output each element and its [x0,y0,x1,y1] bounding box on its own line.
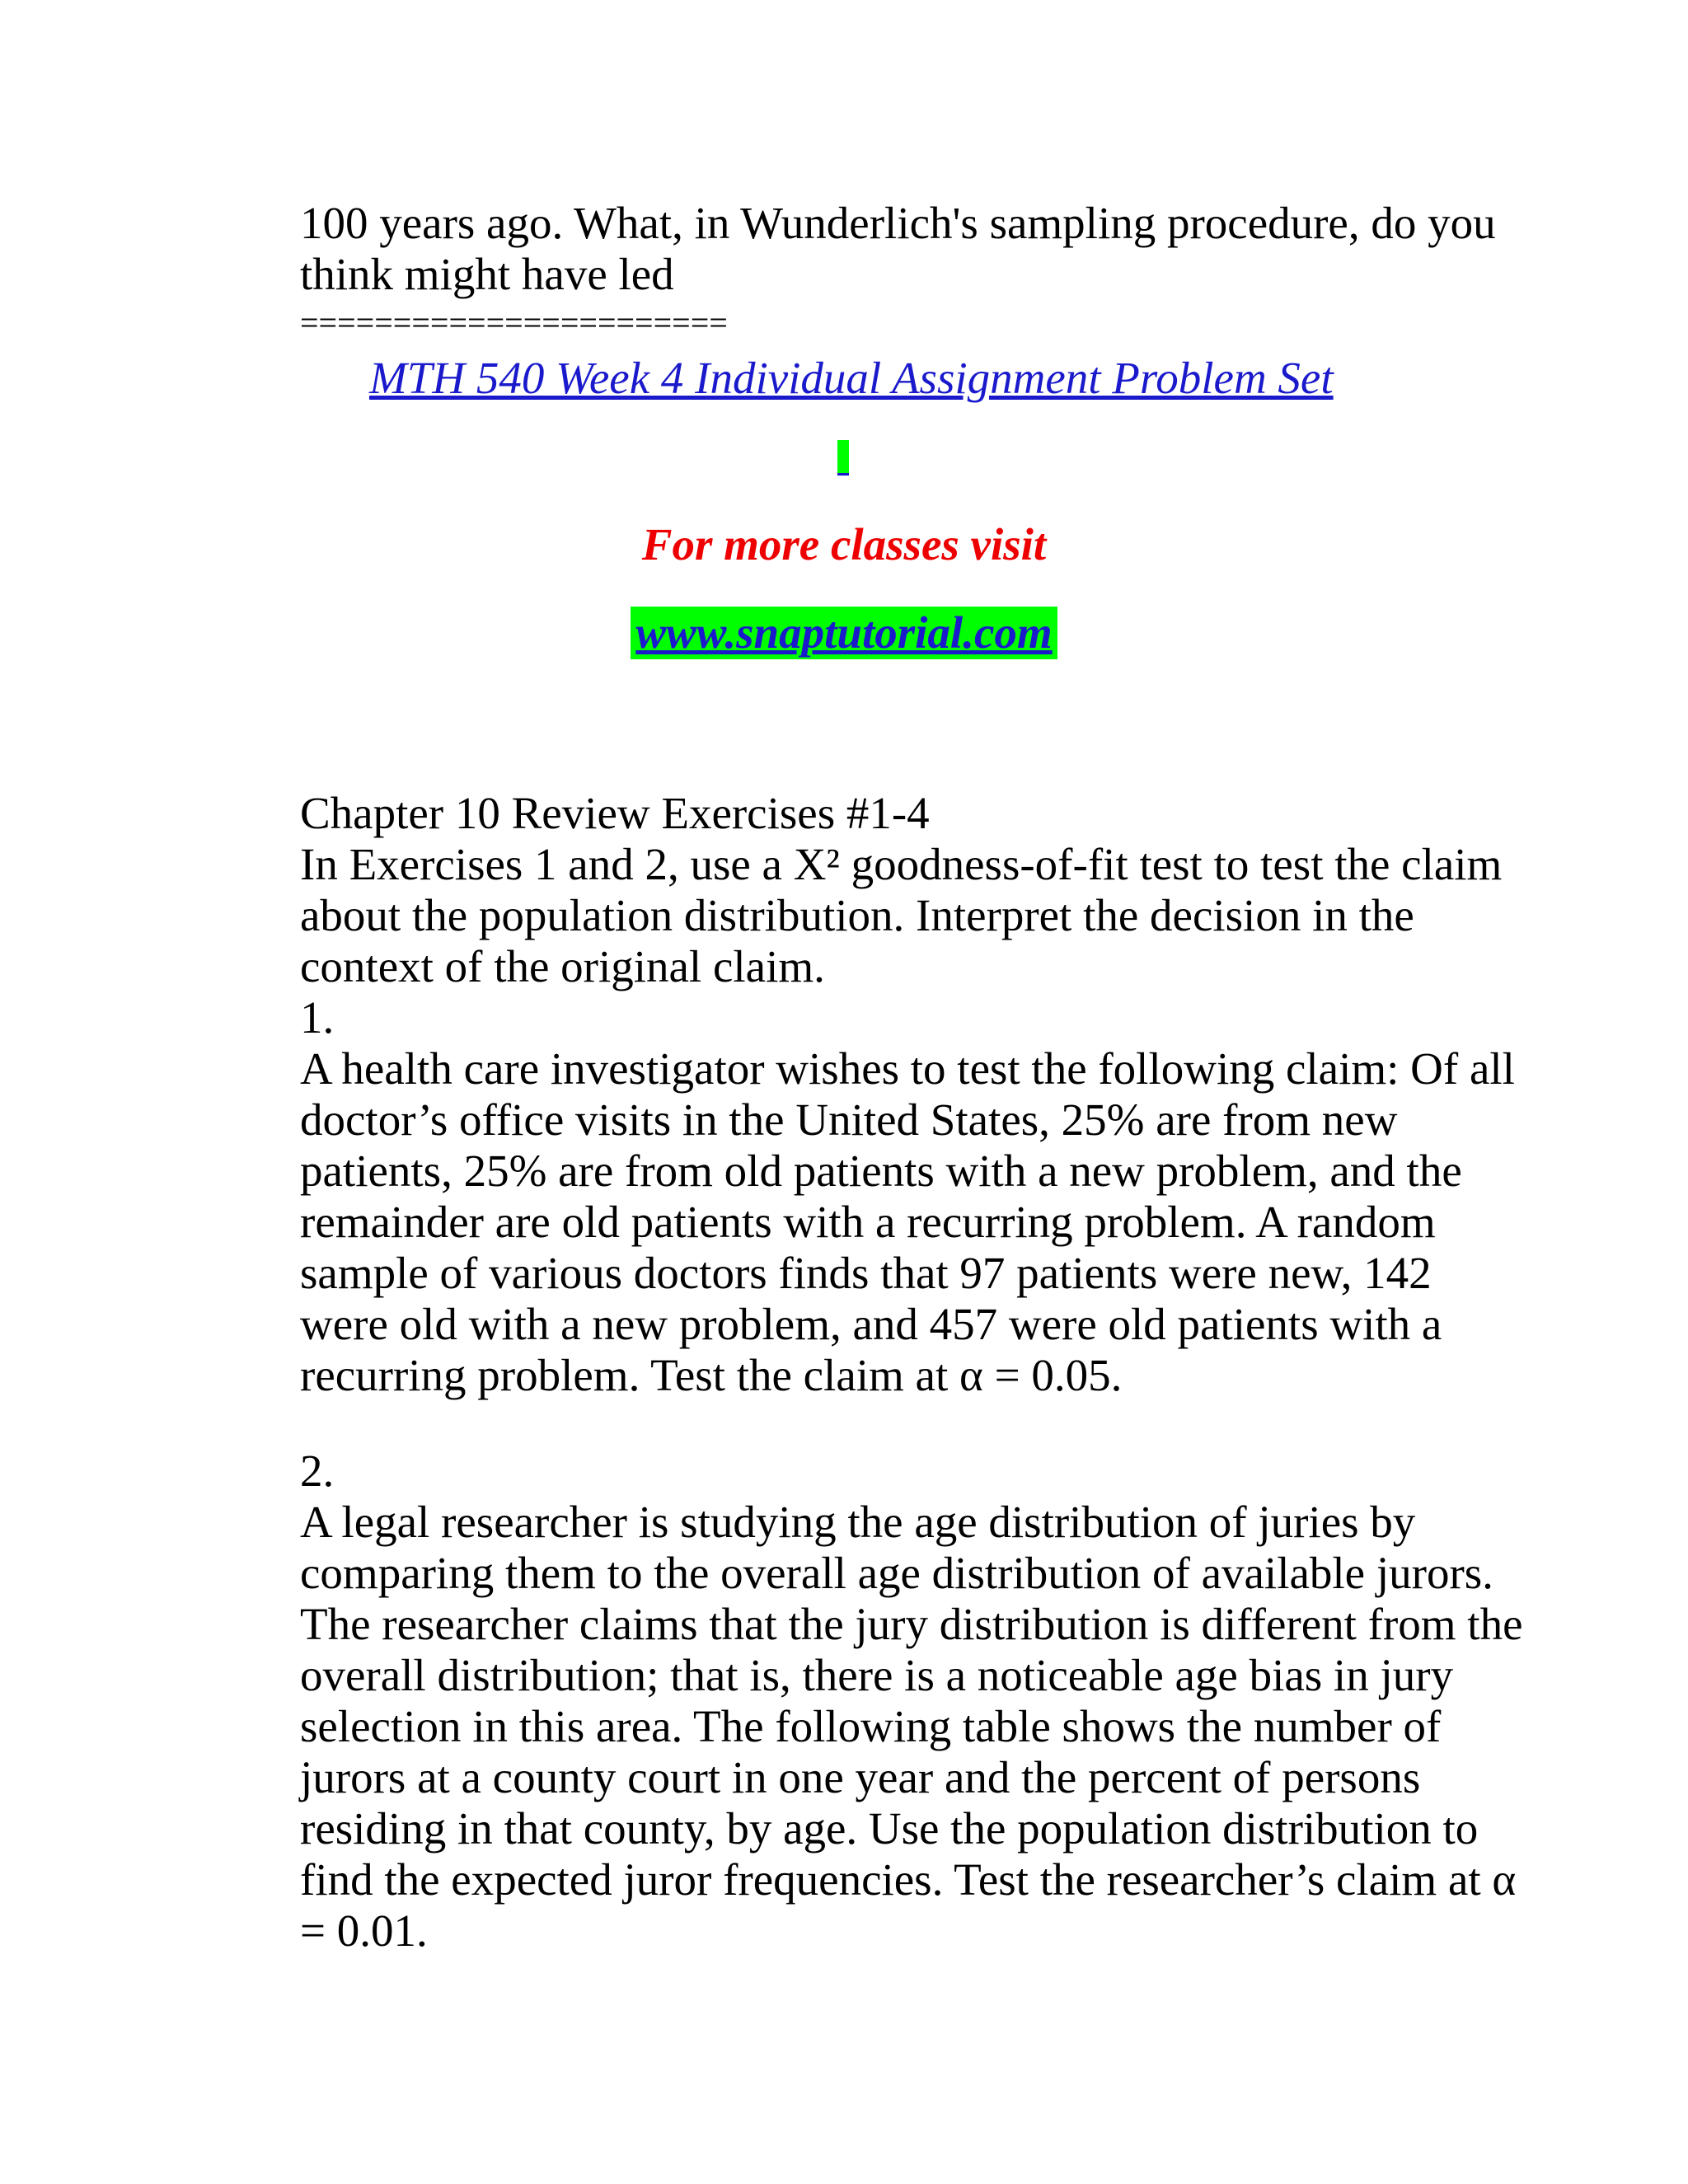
text-line: sample of various doctors finds that 97 patients were new, 142 [300,1248,1432,1298]
text-line: remainder are old patients with a recurring problem. A random [300,1197,1436,1247]
text-line: residing in that county, by age. Use the population distribution to [300,1803,1479,1854]
text-line: were old with a new problem, and 457 were old patients with a [300,1299,1442,1349]
text-line: In Exercises 1 and 2, use a X² goodness-of-fit test to test the claim [300,839,1503,889]
promo-link-container [0,607,1688,659]
text-line: about the population distribution. Interpret the decision in the [300,890,1414,940]
highlight-marker [837,440,849,476]
text-line: find the expected juror frequencies. Test the researcher’s claim at α [300,1854,1517,1905]
text-line: doctor’s office visits in the United States, 25% are from new [300,1094,1398,1145]
text-line: A legal researcher is studying the age distribution of juries by [300,1497,1416,1547]
text-line: patients, 25% are from old patients with a new problem, and the [300,1146,1462,1196]
text-line: think might have led [300,249,674,299]
text-line: overall distribution; that is, there is a noticeable age bias in jury [300,1650,1454,1700]
assignment-title-link[interactable]: MTH 540 Week 4 Individual Assignment Problem Set [369,353,1334,403]
text-line: The researcher claims that the jury distribution is different from the [300,1599,1523,1649]
intro-paragraph [300,198,1520,300]
text-line: = 0.01. [300,1905,428,1956]
text-line: 100 years ago. What, in Wunderlich's sampling procedure, do you [300,198,1496,248]
separator-line: ======================= [300,304,728,341]
chapter-section [300,788,1520,1401]
text-line: A health care investigator wishes to test the following claim: Of all [300,1043,1515,1094]
exercise-number: 1. [300,992,335,1043]
promo-text: For more classes visit [641,519,1047,569]
text-line: selection in this area. The following table shows the number of [300,1701,1442,1751]
exercise-number: 2. [300,1446,335,1496]
chapter-heading: Chapter 10 Review Exercises #1-4 [300,788,930,838]
text-line: jurors at a county court in one year and the percent of persons [300,1752,1421,1802]
exercise-2-section [300,1446,1523,1957]
website-link[interactable]: www.snaptutorial.com [631,607,1057,659]
text-line: comparing them to the overall age distribution of available jurors. [300,1548,1493,1598]
text-line: context of the original claim. [300,941,825,991]
text-line: recurring problem. Test the claim at α = 0.05. [300,1350,1123,1400]
